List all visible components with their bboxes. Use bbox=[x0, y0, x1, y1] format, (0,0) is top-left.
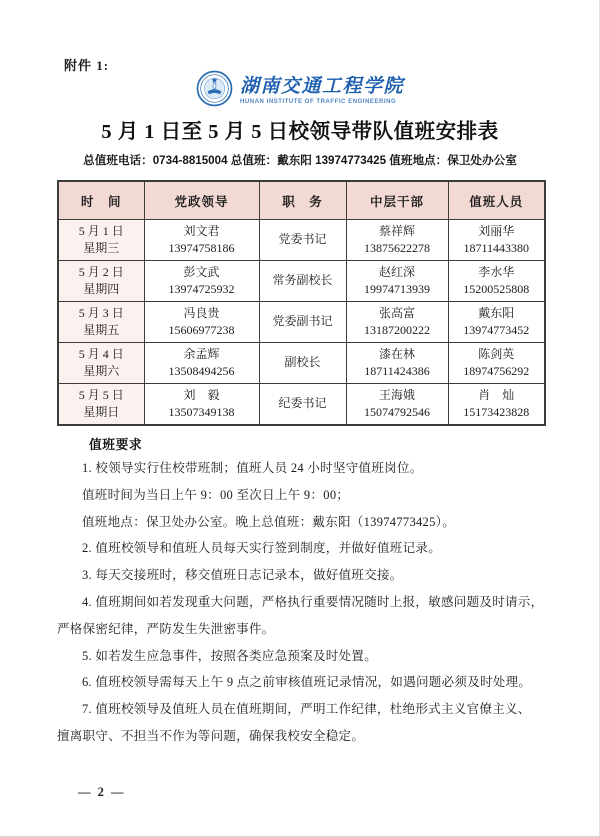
duty-cell bbox=[448, 302, 545, 343]
school-emblem-icon bbox=[196, 70, 233, 112]
leader-cell bbox=[144, 384, 259, 426]
col-header-position: 职 务 bbox=[259, 181, 346, 220]
cadre-cell bbox=[346, 343, 448, 384]
col-header-time: 时 间 bbox=[58, 181, 144, 220]
page-number: — 2 — bbox=[78, 785, 126, 799]
cadre-cell bbox=[346, 384, 448, 426]
table-row bbox=[58, 384, 545, 426]
duty-cell bbox=[448, 384, 545, 426]
cadre-cell bbox=[346, 261, 448, 302]
weekday: 星期三 bbox=[83, 241, 120, 255]
duty-requirements bbox=[57, 455, 549, 750]
cadre-phone: 13875622278 bbox=[364, 241, 430, 255]
cadre-name: 王海娥 bbox=[378, 387, 415, 402]
note-line: 4. 值班期间如若发现重大问题，严格执行重要情况随时上报，敏感问题及时请示， bbox=[82, 594, 544, 609]
note-line: 值班时间为当日上午 9：00 至次日上午 9：00； bbox=[82, 487, 350, 502]
table-header-row bbox=[58, 181, 545, 220]
note-line: 6. 值班校领导需每天上午 9 点之前审核值班记录情况，如遇问题必须及时处理。 bbox=[82, 675, 532, 690]
date: 5 月 3 日 bbox=[78, 305, 124, 320]
weekday: 星期日 bbox=[83, 405, 120, 419]
duty-name: 戴东阳 bbox=[478, 305, 515, 320]
cadre-name: 赵红深 bbox=[378, 264, 415, 279]
leader-phone: 13507349138 bbox=[168, 405, 235, 419]
duty-name: 刘丽华 bbox=[478, 223, 515, 238]
leader-name: 刘文君 bbox=[183, 223, 220, 238]
cadre-name: 蔡祥辉 bbox=[378, 223, 415, 238]
leader-cell bbox=[144, 302, 259, 343]
cadre-phone: 18711424386 bbox=[364, 364, 430, 378]
leader-phone: 13974725932 bbox=[168, 282, 235, 296]
duty-cell bbox=[448, 261, 545, 302]
cadre-name: 张高富 bbox=[378, 305, 415, 320]
duty-phone: 18711443380 bbox=[463, 241, 530, 255]
position-cell: 纪委书记 bbox=[259, 384, 346, 426]
col-header-duty: 值班人员 bbox=[448, 181, 545, 220]
leader-phone: 13508494256 bbox=[168, 364, 235, 378]
leader-cell bbox=[144, 261, 259, 302]
cadre-name: 漆在林 bbox=[378, 346, 415, 361]
duty-phone: 15173423828 bbox=[463, 405, 530, 419]
leader-name: 刘 毅 bbox=[183, 387, 220, 402]
leader-name: 彭文武 bbox=[183, 264, 220, 279]
duty-cell bbox=[448, 220, 545, 261]
date-cell bbox=[58, 343, 144, 384]
duty-hotline-info: 总值班电话：0734-8815004 总值班：戴东阳 13974773425 值班地点：保卫处办公室 bbox=[83, 154, 517, 167]
table-row bbox=[58, 343, 545, 384]
duty-name: 李水华 bbox=[478, 264, 515, 279]
note-line: 2. 值班校领导和值班人员每天实行签到制度，并做好值班记录。 bbox=[82, 541, 442, 556]
col-header-cadre: 中层干部 bbox=[346, 181, 448, 220]
duty-cell bbox=[448, 343, 545, 384]
table-row bbox=[58, 261, 545, 302]
cadre-phone: 13187200222 bbox=[364, 323, 430, 337]
weekday: 星期五 bbox=[83, 323, 120, 337]
school-name-en: HUNAN INSTITUTE OF TRAFFIC ENGINEERING bbox=[239, 99, 397, 106]
duty-name: 肖 灿 bbox=[478, 387, 515, 402]
date-cell bbox=[58, 220, 144, 261]
table-row bbox=[58, 220, 545, 261]
school-logo bbox=[0, 70, 600, 112]
leader-phone: 15606977238 bbox=[168, 323, 235, 337]
date: 5 月 1 日 bbox=[78, 223, 124, 238]
notes-heading: 值班要求 bbox=[89, 437, 143, 452]
note-line: 严格保密纪律，严防发生失泄密事件。 bbox=[57, 621, 275, 636]
note-line: 5. 如若发生应急事件，按照各类应急预案及时处置。 bbox=[82, 648, 378, 663]
school-name-block bbox=[240, 77, 404, 106]
table-row bbox=[58, 302, 545, 343]
date-cell bbox=[58, 384, 144, 426]
school-name-cn: 湖南交通工程学院 bbox=[239, 75, 404, 97]
cadre-cell bbox=[346, 220, 448, 261]
position-cell: 党委副书记 bbox=[259, 302, 346, 343]
weekday: 星期六 bbox=[83, 364, 120, 378]
note-line: 值班地点：保卫处办公室。晚上总值班：戴东阳（13974773425）。 bbox=[82, 514, 456, 529]
cadre-cell bbox=[346, 302, 448, 343]
cadre-phone: 19974713939 bbox=[364, 282, 430, 296]
note-line: 1. 校领导实行住校带班制；值班人员 24 小时坚守值班岗位。 bbox=[82, 461, 423, 475]
attachment-label: 附件 1: bbox=[64, 58, 110, 73]
leader-cell bbox=[144, 220, 259, 261]
note-line: 擅离职守、不担当不作为等问题，确保我校安全稳定。 bbox=[57, 728, 365, 743]
date-cell bbox=[58, 302, 144, 343]
date: 5 月 2 日 bbox=[78, 264, 124, 279]
date-cell bbox=[58, 261, 144, 302]
page-title: 5 月 1 日至 5 月 5 日校领导带队值班安排表 bbox=[101, 121, 499, 143]
position-cell: 党委书记 bbox=[259, 220, 346, 261]
weekday: 星期四 bbox=[83, 282, 120, 296]
duty-phone: 15200525808 bbox=[463, 282, 530, 296]
duty-name: 陈剑英 bbox=[478, 346, 515, 361]
leader-phone: 13974758186 bbox=[168, 241, 235, 255]
position-cell: 副校长 bbox=[259, 343, 346, 384]
note-line: 3. 每天交接班时，移交值班日志记录本，做好值班交接。 bbox=[82, 568, 403, 583]
leader-name: 余孟辉 bbox=[183, 346, 220, 361]
leader-cell bbox=[144, 343, 259, 384]
note-line: 7. 值班校领导及值班人员在值班期间，严明工作纪律，杜绝形式主义官僚主义、 bbox=[82, 702, 531, 717]
position-cell: 常务副校长 bbox=[259, 261, 346, 302]
duty-schedule-table bbox=[57, 180, 546, 426]
col-header-leader: 党政领导 bbox=[144, 181, 259, 220]
duty-phone: 13974773452 bbox=[463, 323, 530, 337]
date: 5 月 4 日 bbox=[78, 346, 124, 361]
date: 5 月 5 日 bbox=[78, 387, 124, 402]
duty-phone: 18974756292 bbox=[463, 364, 530, 378]
leader-name: 冯良贵 bbox=[183, 305, 220, 320]
cadre-phone: 15074792546 bbox=[364, 405, 430, 419]
